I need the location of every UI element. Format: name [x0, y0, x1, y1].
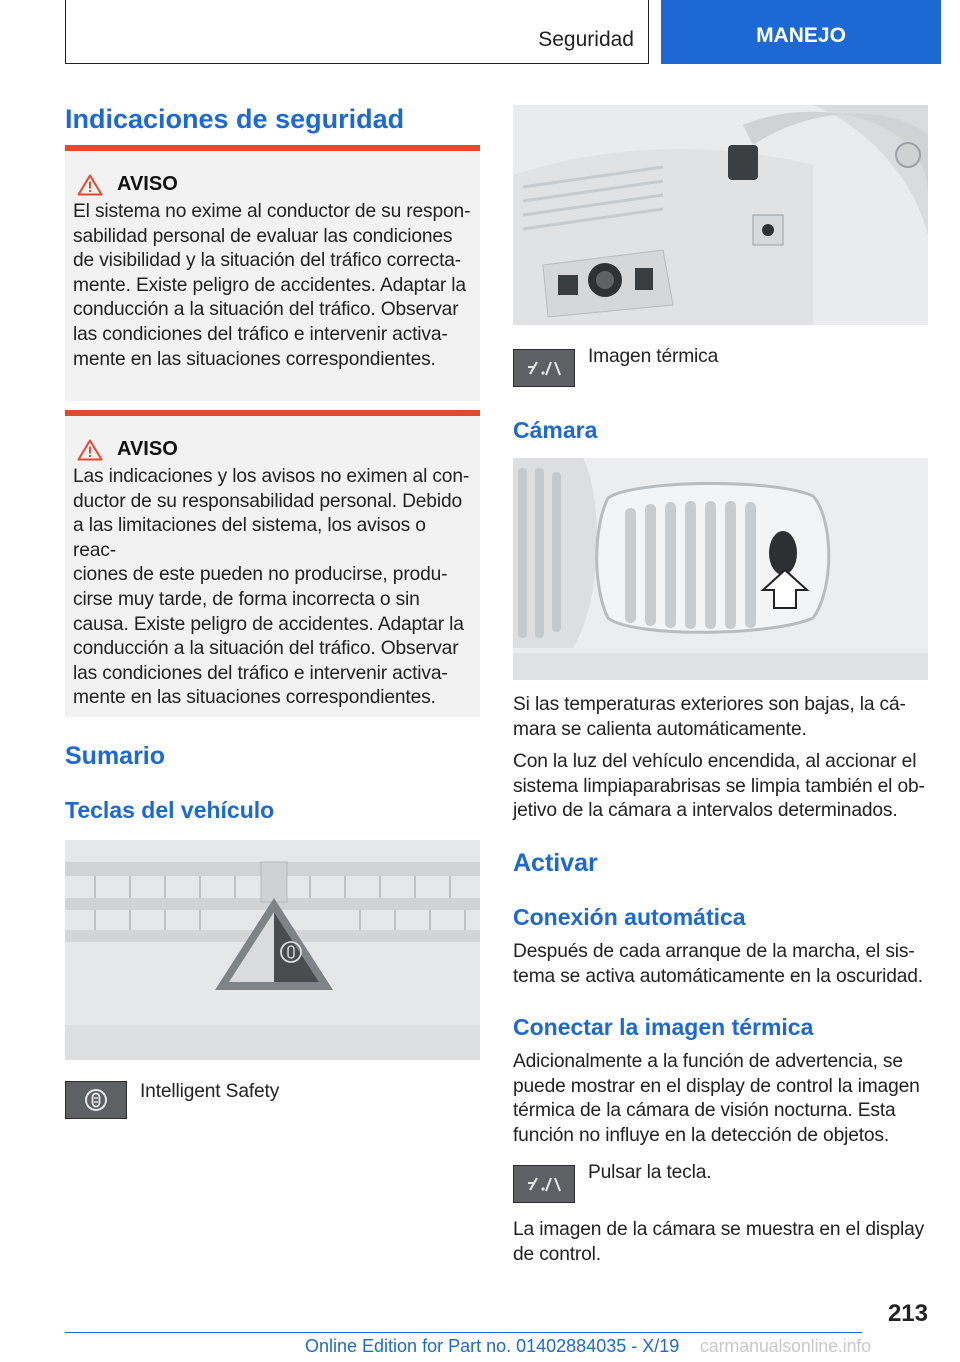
thermal-caption: Imagen térmica — [588, 346, 719, 367]
text-line: térmica de la cámara de visión nocturna. Esta — [513, 1100, 896, 1122]
night-vision-icon — [524, 356, 564, 380]
text-line: las condiciones del tráfico e intervenir activa‐ — [73, 662, 448, 684]
text-line: mara se calienta automáticamente. — [513, 718, 807, 740]
text-line: La imagen de la cámara se muestra en el display — [513, 1219, 925, 1240]
text-line: sistema limpiaparabrisas se limpia también el ob‐ — [513, 775, 925, 797]
night-vision-button-icon-2 — [513, 1165, 575, 1203]
night-vision-icon — [524, 1172, 564, 1196]
kidney-grille-drawing — [513, 458, 928, 680]
text-line: cirse muy tarde, de forma incorrecta o sin — [73, 588, 420, 610]
header-section-title: Seguridad — [538, 28, 634, 51]
heading-conexion: Conexión automática — [513, 904, 746, 930]
footer-divider — [65, 1332, 862, 1333]
text-line: jetivo de la cámara a intervalos determinados. — [513, 800, 898, 822]
text-line: Después de cada arranque de la marcha, el sis‐ — [513, 941, 915, 962]
text-line: mente en las situaciones correspondientes. — [73, 348, 436, 370]
night-vision-button-icon — [513, 349, 575, 387]
conexion-paragraph — [513, 940, 923, 989]
cockpit-drawing — [513, 105, 928, 325]
text-line: causa. Existe peligro de accidentes. Adaptar la — [73, 613, 464, 635]
camera-grille-image — [513, 458, 928, 680]
watermark: carmanualsonline.info — [700, 1336, 871, 1356]
heading-activar: Activar — [513, 849, 598, 877]
cockpit-image — [513, 105, 928, 325]
text-line: las condiciones del tráfico e intervenir activa‐ — [73, 323, 448, 345]
warning-triangle-icon — [77, 439, 103, 461]
heading-camara: Cámara — [513, 417, 598, 443]
text-line: mente en las situaciones correspondientes. — [73, 687, 436, 709]
text-line: de control. — [513, 1243, 601, 1265]
intelligent-safety-icon — [82, 1086, 110, 1114]
text-line: Adicionalmente a la función de advertencia, se — [513, 1051, 903, 1072]
text-line: función no influye en la detección de objetos. — [513, 1124, 890, 1146]
camara-paragraph-1 — [513, 693, 906, 742]
text-line: conducción a la situación del tráfico. Observar — [73, 638, 459, 660]
text-line: Las indicaciones y los avisos no eximen al con‐ — [73, 466, 470, 487]
page-title: Indicaciones de seguridad — [65, 104, 405, 134]
intelligent-safety-button-icon — [65, 1081, 127, 1119]
warning-text-1 — [73, 200, 472, 372]
warning-triangle-icon — [77, 174, 103, 196]
footer-edition: Online Edition for Part no. 01402884035 - X/19 — [305, 1336, 680, 1356]
press-key-caption: Pulsar la tecla. — [588, 1162, 712, 1183]
page-number: 213 — [887, 1300, 928, 1327]
conectar-paragraph — [513, 1050, 920, 1148]
text-line: Con la luz del vehículo encendida, al accionar el — [513, 751, 917, 772]
grille-buttons-drawing — [65, 840, 480, 1060]
text-line: ciones de este pueden no producirse, produ‐ — [73, 564, 448, 586]
header-section-box — [65, 0, 649, 64]
warning-box-1 — [65, 145, 480, 401]
warning-label: AVISO — [117, 438, 178, 460]
warning-text-2 — [73, 465, 472, 711]
heading-conectar: Conectar la imagen térmica — [513, 1014, 814, 1040]
intelligent-safety-caption: Intelligent Safety — [140, 1081, 280, 1102]
text-line: sabilidad personal de evaluar las condiciones — [73, 225, 453, 247]
warning-box-2 — [65, 410, 480, 717]
text-line: Si las temperaturas exteriores son bajas, la cá‐ — [513, 694, 906, 715]
text-line: conducción a la situación del tráfico. Observar — [73, 299, 459, 321]
camara-paragraph-2 — [513, 750, 925, 824]
text-line: El sistema no exime al conductor de su respon‐ — [73, 201, 471, 222]
text-line: a las limitaciones del sistema, los avisos o reac‐ — [73, 515, 426, 561]
text-line: de visibilidad y la situación del tráfico correcta‐ — [73, 250, 462, 272]
vehicle-buttons-image — [65, 840, 480, 1060]
text-line: mente. Existe peligro de accidentes. Adaptar la — [73, 274, 466, 296]
header-chapter-tab[interactable]: MANEJO — [661, 0, 941, 64]
text-line: puede mostrar en el display de control la imagen — [513, 1075, 920, 1097]
warning-label: AVISO — [117, 173, 178, 195]
final-paragraph — [513, 1218, 924, 1267]
heading-sumario: Sumario — [65, 742, 166, 770]
text-line: ductor de su responsabilidad personal. Debido — [73, 490, 462, 512]
heading-teclas: Teclas del vehículo — [65, 797, 275, 823]
text-line: tema se activa automáticamente en la oscuridad. — [513, 965, 923, 987]
